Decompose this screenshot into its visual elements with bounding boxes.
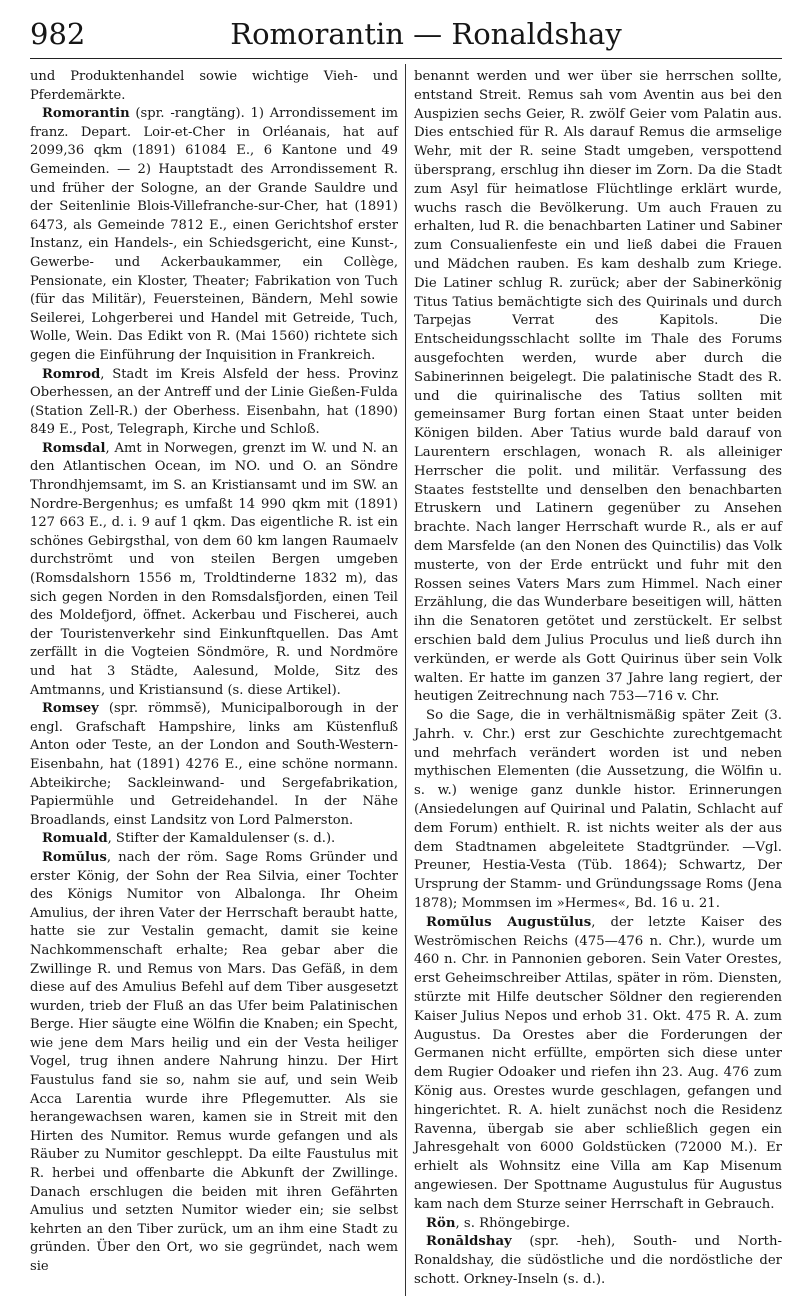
entry-continuation xyxy=(414,707,782,914)
header-rule xyxy=(30,58,782,59)
entry-text: , nach der röm. Sage Roms Gründer und erster König, der Sohn der Rea Silvia, einer Tochter des Königs Numitor von Albalonga. Ihr Oheim Amulius, der ihren Vater der Herrschaft beraubt hatte, hatte sie zur Vestalin gemacht, damit sie keine Nachkommenschaft erhalte; Rea gebar aber die Zwillinge R. und Remus von Mars. Das Gefäß, in dem diese auf des Amulius Befehl auf dem Tiber ausgesetzt wurden, trieb der Fluß an das Ufer beim Palatinischen Berge. Hier säugte eine Wölfin die Knaben; ein Specht, wie jene dem Mars heilig und ein der Vesta heiliger Vogel, trug ihnen andere Nahrung hinzu. Der Hirt Faustulus fand sie so, nahm sie auf, und sein Weib Acca Larentia wurde ihre Pflegemutter. Als sie herangewachsen waren, kamen sie in Streit mit den Hirten des Numitor. Remus wurde gefangen und als Räuber zu Numitor geschleppt. Da eilte Faustulus mit R. herbei und offenbarte die Abkunft der Zwillinge. Danach erschlugen die beiden mit ihren Gefährten Amulius und setzten Numitor wieder ein; sie selbst kehrten an den Tiber zurück, um an ihm eine Stadt zu gründen. Über den Ort, wo sie gegründet, nach wem sie xyxy=(30,849,398,1274)
entry-text: , Stadt im Kreis Alsfeld der hess. Provinz Oberhessen, an der Antreff und der Linie Gießen-Fulda (Station Zell-R.) der Oberhess. Eisenbahn, hat (1890) 849 E., Post, Telegraph, Kirche und Schloß. xyxy=(30,366,398,438)
right-column xyxy=(414,68,782,1290)
entry-continuation xyxy=(414,68,782,707)
entry-headword: Ronāldshay xyxy=(426,1234,512,1250)
entry-text: , Stifter der Kamaldulenser (s. d.). xyxy=(107,831,336,847)
entry-text: (spr. -rangtäng). 1) Arrondissement im franz. Depart. Loir-et-Cher in Orléanais, hat auf 2099,36 qkm (1891) 61084 E., 6 Kantone und 49 Gemeinden. — 2) Hauptstadt des Arrondissement R. und früher der Sologne, an der Grande Sauldre und der Seitenlinie Blois-Villefranche-sur-Cher, hat (1891) 6473, als Gemeinde 7812 E., einen Gerichtshof erster Instanz, ein Handels-, ein Schiedsgericht, eine Kunst-, Gewerbe- und Ackerbaukammer, ein Collège, Pensionate, ein Kloster, Theater; Fabrikation von Tuch (für das Militär), Feuersteinen, Bändern, Mehl sowie Seilerei, Lohgerberei und Handel mit Getreide, Tuch, Wolle, Wein. Das Edikt von R. (Mai 1560) richtete sich gegen die Einführung der Inquisition in Frankreich. xyxy=(30,106,398,363)
entry-text: So die Sage, die in verhältnismäßig später Zeit (3. Jahrh. v. Chr.) erst zur Geschichte zurechtgemacht und mehrfach verändert worden ist und neben mythischen Elementen (die Aussetzung, die Wölfin u. s. w.) wenige ganz dunkle histor. Erinnerungen (Ansiedelungen auf Quirinal und Palatin, Schlacht auf dem Forum) enthielt. R. ist nichts weiter als der aus dem Stadtnamen abgeleitete Stadtgründer. —Vgl. Preuner, Hestia-Vesta (Tüb. 1864); Schwartz, Der Ursprung der Stamm- und Gründungssage Roms (Jena 1878); Mommsen im »Hermes«, Bd. 16 u. 21. xyxy=(414,708,782,912)
column-divider xyxy=(405,64,406,1296)
entry-text: und Produktenhandel sowie wichtige Vieh- und Pferdemärkte. xyxy=(30,69,398,103)
dictionary-entry xyxy=(30,366,398,440)
dictionary-entry xyxy=(30,105,398,365)
entry-text: , Amt in Norwegen, grenzt im W. und N. an den Atlantischen Ocean, im NO. und O. an Söndre Throndhjemsamt, im S. an Kristiansamt und im SW. an Nordre-Bergenhus; es umfaßt 14 990 qkm mit (1891) 127 663 E., d. i. 9 auf 1 qkm. Das eigentliche R. ist ein schönes Gebirgsthal, von dem 60 km langen Raumaelv durchströmt und von steilen Bergen umgeben (Romsdalshorn 1556 m, Troldtinderne 1832 m), das sich gegen Norden in den Romsdalsfjorden, einen Teil des Moldefjord, öffnet. Ackerbau und Fischerei, auch der Touristenverkehr sind Einkunftquellen. Das Amt zerfällt in die Vogteien Söndmöre, R. und Nordmöre und hat 3 Städte, Aalesund, Molde, Sitz des Amtmanns, und Kristiansund (s. diese Artikel). xyxy=(30,440,398,698)
dictionary-entry xyxy=(414,1233,782,1289)
page-header xyxy=(30,14,782,54)
left-column xyxy=(30,68,398,1277)
entry-continuation xyxy=(30,68,398,105)
entry-text: benannt werden und wer über sie herrschen sollte, entstand Streit. Remus sah vom Aventin aus bei den Auspizien sechs Geier, R. zwölf Geier vom Palatin aus. Dies entschied für R. Als darauf Remus die armselige Wehr, mit der R. seine Stadt umgeben, verspottend übersprang, erschlug ihn dieser im Zorn. Da die Stadt zum Asyl für heimatlose Flüchtlinge erklärt wurde, wuchs rasch die Bevölkerung. Um auch Frauen zu erhalten, lud R. die benachbarten Latiner und Sabiner zum Consualienfeste ein und ließ dabei die Frauen und Mädchen rauben. Es kam deshalb zum Kriege. Die Latiner schlug R. zurück; aber der Sabinerkönig Titus Tatius bemächtigte sich des Quirinals und durch Tarpejas Verrat des Kapitols. Die Entscheidungsschlacht sollte im Thale des Forums ausgefochten werden, wurde aber durch die Sabinerinnen beigelegt. Die palatinische Stadt des R. und die quirinalische des Tatius sollten mit gemeinsamer Burg fortan einen Staat unter beiden Königen bilden. Aber Tatius wurde bald darauf von Laurentern erschlagen, wonach R. als alleiniger Herrscher die polit. und militär. Verfassung des Staates feststellte und denselben den benachbarten Etruskern und Latinern gegenüber zu Ansehen brachte. Nach langer Herrschaft wurde R., als er auf dem Marsfelde (an den Nonen des Quinctilis) das Volk musterte, von der Erde entrückt und fuhr mit den Rossen seines Vaters Mars zum Himmel. Nach einer Erzählung, die das Wunderbare beseitigen will, hätten ihn die Senatoren getötet und zerstückelt. Er selbst erschien bald dem Julius Proculus und ließ durch ihn verkünden, er werde als Gott Quirinus über sein Volk walten. Er hatte im ganzen 37 Jahre lang regiert, der heutigen Zeitrechnung nach 753—716 v. Chr. xyxy=(414,69,782,705)
dictionary-entry xyxy=(414,914,782,1215)
dictionary-entry xyxy=(30,700,398,830)
page-number: 982 xyxy=(30,17,86,51)
entry-headword: Romsdal xyxy=(42,440,106,456)
entry-headword: Romrod xyxy=(42,366,101,382)
dictionary-entry xyxy=(414,1215,782,1234)
entry-headword: Romsey xyxy=(42,701,99,717)
dictionary-entry xyxy=(30,830,398,849)
entry-headword: Romorantin xyxy=(42,106,130,122)
running-head: Romorantin — Ronaldshay xyxy=(230,17,622,51)
dictionary-entry xyxy=(30,849,398,1277)
entry-text: , s. Rhöngebirge. xyxy=(455,1215,571,1231)
entry-headword: Romŭlus Augustŭlus xyxy=(426,914,592,930)
dictionary-entry xyxy=(30,440,398,700)
entry-text: , der letzte Kaiser des Weströmischen Reichs (475—476 n. Chr.), wurde um 460 n. Chr. in Pannonien geboren. Sein Vater Orestes, erst Geheimschreiber Attilas, später in röm. Diensten, stürzte mit Hilfe deutscher Söldner den regierenden Kaiser Julius Nepos und erhob 31. Okt. 475 R. A. zum Augustus. Da Orestes aber die Forderungen der Germanen nicht erfüllte, empörten sich diese unter dem Rugier Odoaker und riefen ihn 23. Aug. 476 zum König aus. Orestes wurde geschlagen, gefangen und hingerichtet. R. A. hielt zunächst noch die Residenz Ravenna, übergab sie aber schließlich gegen ein Jahresgehalt von 6000 Goldstücken (72000 M.). Er erhielt als Wohnsitz eine Villa am Kap Misenum angewiesen. Der Spottname Augustulus für Augustus kam nach dem Sturze seiner Herrschaft in Gebrauch. xyxy=(414,914,782,1212)
entry-headword: Romŭlus xyxy=(42,849,107,865)
entry-text: (spr. -heh), South- und North-Ronaldshay, die südöstliche und die nordöstliche der schott. Orkney-Inseln (s. d.). xyxy=(414,1234,782,1287)
entry-headword: Romuald xyxy=(42,831,108,847)
entry-headword: Rön xyxy=(426,1215,456,1231)
entry-text: (spr. römmsĕ), Municipalborough in der engl. Grafschaft Hampshire, links am Küstenfluß Anton oder Teste, an der London and South-Western-Eisenbahn, hat (1891) 4276 E., eine schöne normann. Abteikirche; Sackleinwand- und Sergefabrikation, Papiermühle und Getreidehandel. In der Nähe Broadlands, einst Landsitz von Lord Palmerston. xyxy=(30,701,398,828)
